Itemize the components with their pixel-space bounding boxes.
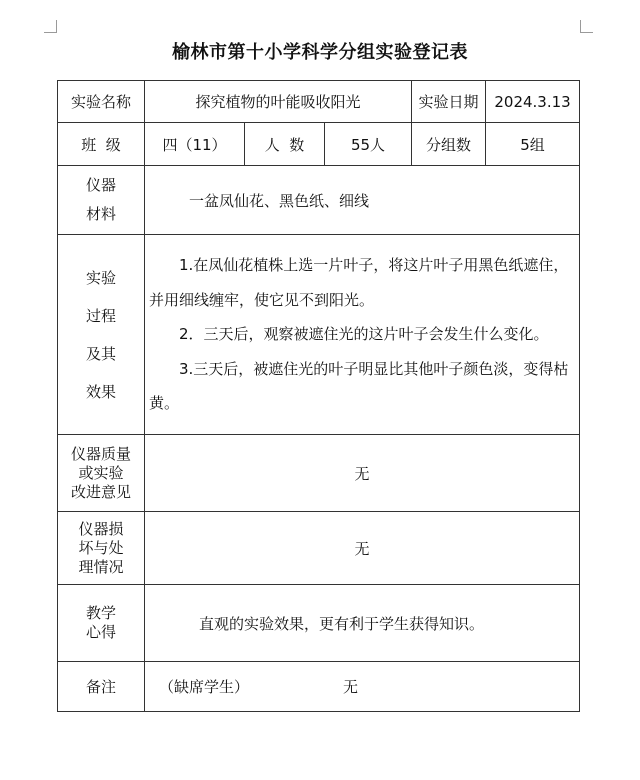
process-label-line: 过程 xyxy=(85,306,116,325)
teaching-label-line: 教学 xyxy=(85,604,116,622)
group-count-label: 分组数 xyxy=(412,123,486,166)
quality-label xyxy=(58,435,145,512)
process-label-line: 及其 xyxy=(85,344,116,363)
page-title: 榆林市第十小学科学分组实验登记表 xyxy=(172,42,468,63)
student-count-value: 55人 xyxy=(325,123,412,166)
process-label-line: 效果 xyxy=(85,382,116,401)
materials-label-line: 仪器 xyxy=(85,176,116,194)
experiment-date-value: 2024.3.13 xyxy=(486,81,580,123)
row-remarks xyxy=(58,662,580,712)
remarks-value xyxy=(145,662,580,712)
quality-value: 无 xyxy=(145,435,580,512)
damage-label xyxy=(58,512,145,585)
row-teaching xyxy=(58,585,580,662)
experiment-register-table xyxy=(57,80,580,712)
damage-label-line: 理情况 xyxy=(78,557,124,576)
row-process xyxy=(58,235,580,435)
group-count-value: 5组 xyxy=(486,123,580,166)
process-step: 1.在凤仙花植株上选一片叶子，将这片叶子用黑色纸遮住，并用细线缠牢，使它见不到阳光。 xyxy=(149,256,569,309)
row-damage xyxy=(58,512,580,585)
materials-value: 一盆凤仙花、黑色纸、细线 xyxy=(145,166,580,235)
teaching-label xyxy=(58,585,145,662)
damage-label-line: 仪器损 xyxy=(78,519,124,538)
process-label xyxy=(58,235,145,435)
class-label: 班 级 xyxy=(58,123,145,166)
teaching-value: 直观的实验效果，更有利于学生获得知识。 xyxy=(145,585,580,662)
absent-students-value: 无 xyxy=(343,678,359,696)
damage-value: 无 xyxy=(145,512,580,585)
teaching-label-line: 心得 xyxy=(85,623,116,641)
quality-label-line: 仪器质量 xyxy=(70,444,131,463)
process-step: 3.三天后，被遮住光的叶子明显比其他叶子颜色淡，变得枯黄。 xyxy=(149,359,569,413)
experiment-date-label: 实验日期 xyxy=(412,81,486,123)
materials-label-line: 材料 xyxy=(85,205,116,223)
page-corner-mark-right xyxy=(580,20,593,33)
student-count-label: 人 数 xyxy=(245,123,325,166)
absent-students-label: （缺席学生） xyxy=(159,678,250,696)
page-corner-mark-left xyxy=(44,20,57,33)
experiment-name-label: 实验名称 xyxy=(58,81,145,123)
row-class-info xyxy=(58,123,580,166)
row-quality xyxy=(58,435,580,512)
process-step: 2．三天后，观察被遮住光的这片叶子会发生什么变化。 xyxy=(179,325,549,344)
row-materials xyxy=(58,166,580,235)
quality-label-line: 或实验 xyxy=(78,463,124,482)
quality-label-line: 改进意见 xyxy=(70,482,131,501)
damage-label-line: 坏与处 xyxy=(78,538,124,557)
class-value: 四（11） xyxy=(145,123,245,166)
process-content xyxy=(145,235,580,435)
process-label-line: 实验 xyxy=(85,268,116,287)
experiment-name-value: 探究植物的叶能吸收阳光 xyxy=(145,81,412,123)
row-experiment-name xyxy=(58,81,580,123)
materials-label xyxy=(58,166,145,235)
remarks-label: 备注 xyxy=(58,662,145,712)
